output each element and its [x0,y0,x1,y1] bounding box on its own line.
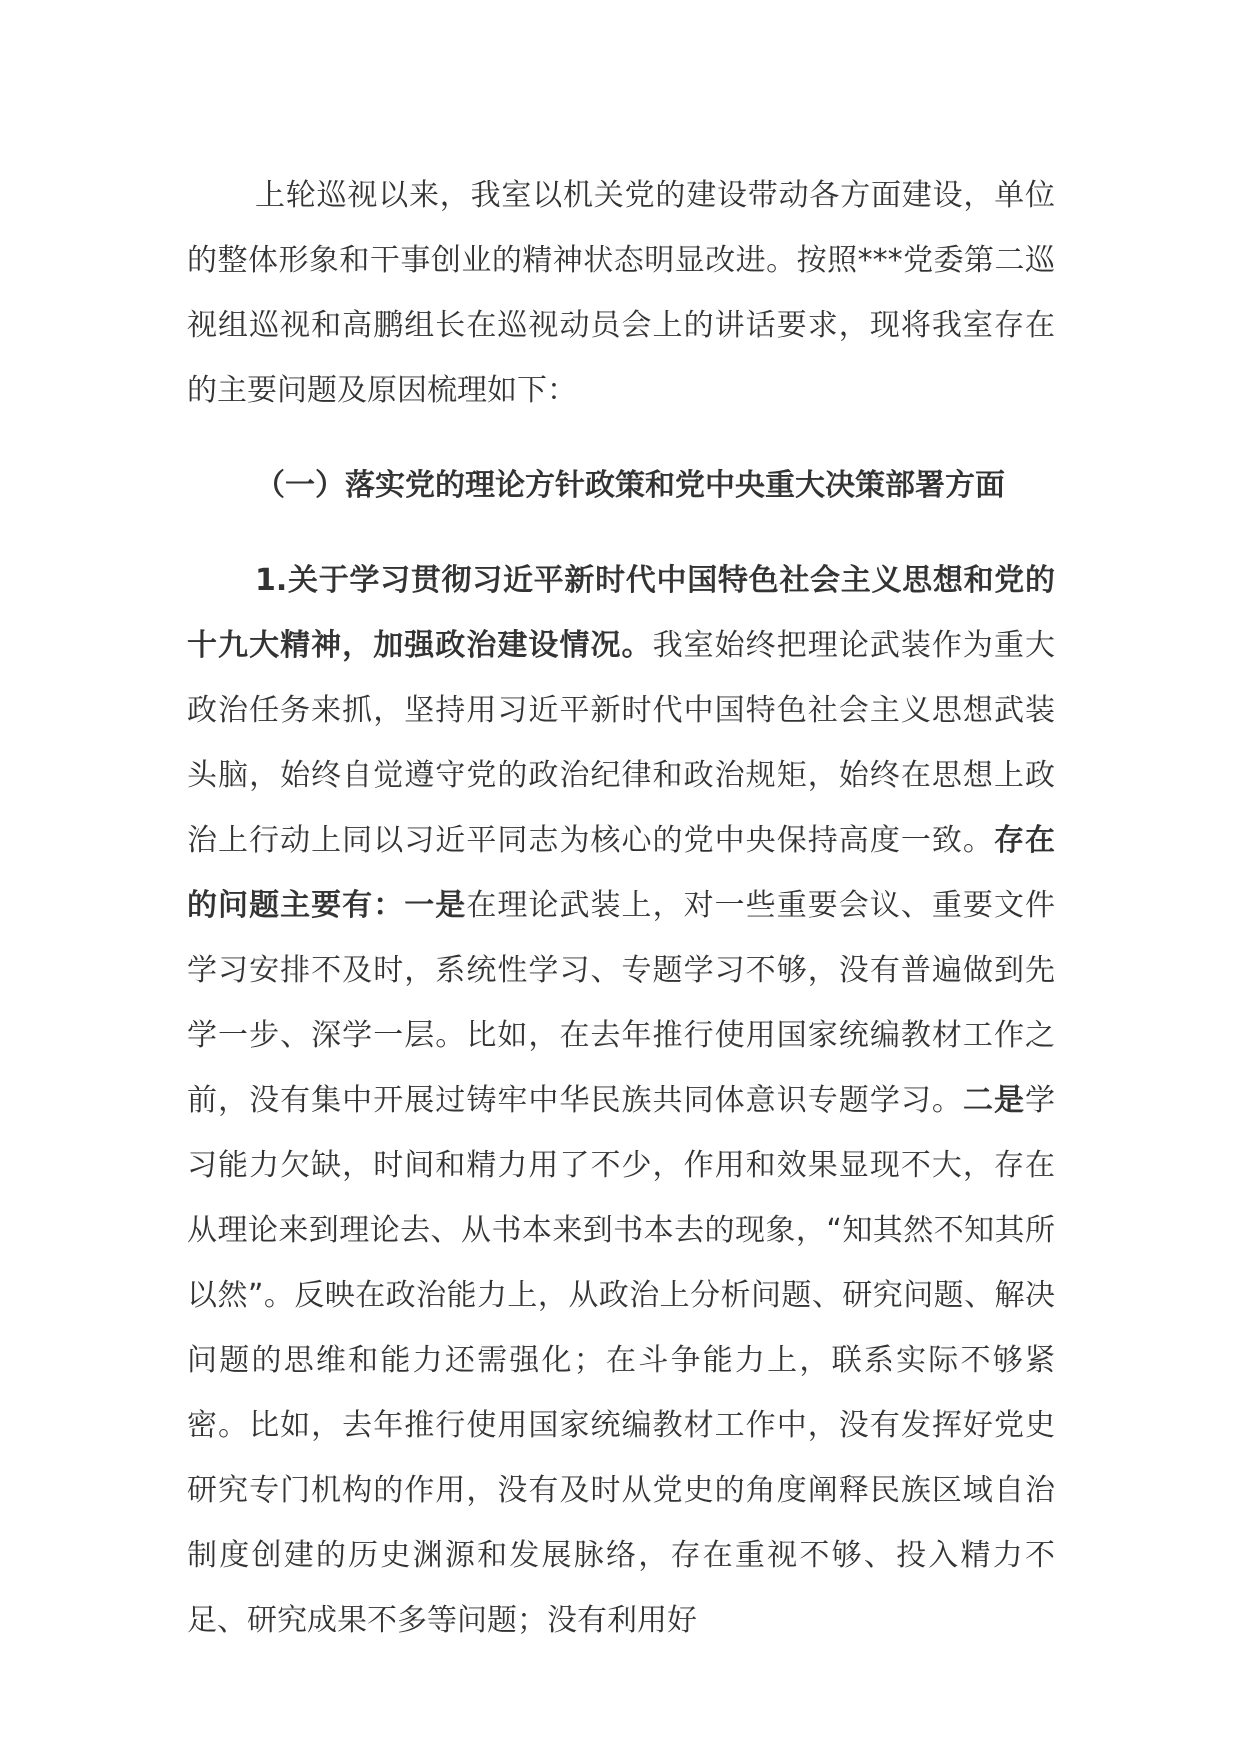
item-1-title: 1.关于学习贯彻习近平新时代中国特色社会主义思想和党的十九大精神，加强政治建设情况。 [187,563,1055,663]
intro-paragraph: 上轮巡视以来，我室以机关党的建设带动各方面建设，单位的整体形象和干事创业的精神状态明显改进。按照***党委第二巡视组巡视和高鹏组长在巡视动员会上的讲话要求，现将我室存在的主要问题及原因梳理如下： [187,178,1055,408]
second-label: 二是 [962,1083,1026,1118]
item-1-paragraph [187,548,1055,1653]
first-label: 一是 [404,888,467,923]
item-1-text-c: 学习能力欠缺，时间和精力用了不少，作用和效果显现不大，存在从理论来到理论去、从书本来到书本去的现象，“知其然不知其所以然”。反映在政治能力上，从政治上分析问题、研究问题、解决问题的思维和能力还需强化；在斗争能力上，联系实际不够紧密。比如，去年推行使用国家统编教材工作中，没有发挥好党史研究专门机构的作用，没有及时从党史的角度阐释民族区域自治制度创建的历史渊源和发展脉络，存在重视不够、投入精力不足、研究成果不多等问题；没有利用好 [187,1083,1056,1638]
problems-label: 存在的问题主要有： [187,823,1056,923]
item-1-text-b: 在理论武装上，对一些重要会议、重要文件学习安排不及时，系统性学习、专题学习不够，没有普遍做到先学一步、深学一层。比如，在去年推行使用国家统编教材工作之前，没有集中开展过铸牢中华民族共同体意识专题学习。 [187,888,1056,1118]
section-heading: （一）落实党的理论方针政策和党中央重大决策部署方面 [255,468,1005,503]
document-body [187,163,1055,1653]
item-1-text-a: 我室始终把理论武装作为重大政治任务来抓，坚持用习近平新时代中国特色社会主义思想武装头脑，始终自觉遵守党的政治纪律和政治规矩，始终在思想上政治上行动上同以习近平同志为核心的党中央保持高度一致。 [187,628,1056,858]
